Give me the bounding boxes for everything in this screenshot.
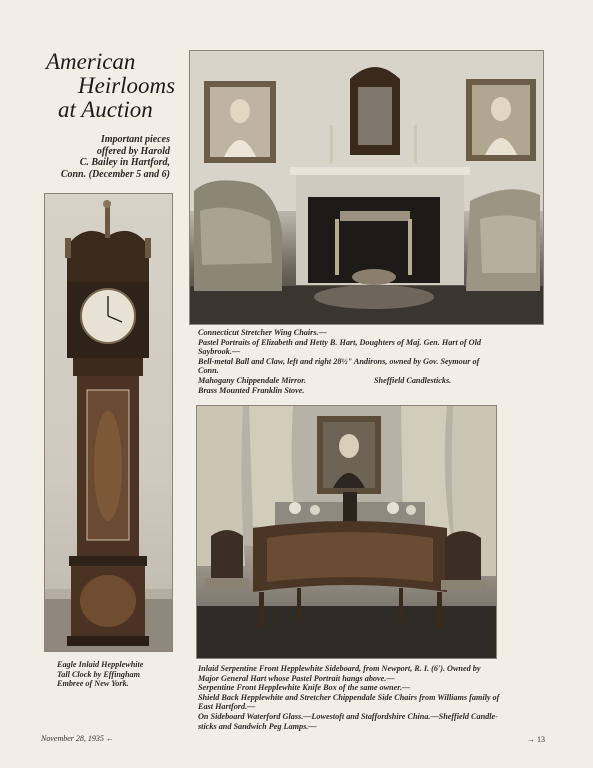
title-line-2: Heirlooms (78, 73, 176, 98)
subhead-line-2: offered by Harold (96, 145, 170, 157)
title-line-1: American (46, 49, 136, 74)
fireplace-room-caption (198, 328, 538, 395)
clock-caption (57, 660, 177, 689)
clock-caption-line: Eagle Inlaid Hepplewhite (57, 660, 144, 669)
folio-date (41, 734, 114, 743)
title-line-3: at Auction (58, 97, 153, 122)
subhead-line-1: Important pieces (100, 134, 170, 145)
sideboard-room-photo (196, 405, 497, 659)
room-caption-line: Connecticut Stretcher Wing Chairs.— (198, 328, 327, 337)
folio-page-number (527, 735, 545, 744)
subhead-line-3: C. Bailey in Hartford, (79, 157, 170, 168)
page-number: 13 (537, 735, 545, 744)
room-caption-split-line (198, 376, 538, 386)
sideboard-room-caption (198, 664, 538, 731)
room-caption-line: Sheffield Candlesticks. (374, 375, 452, 385)
dining-caption-line: Serpentine Front Hepplewhite Knife Box of the same owner.— (198, 683, 411, 693)
room-caption-line: Conn. (198, 366, 219, 376)
dining-caption-line: Inlaid Serpentine Front Hepplewhite Sideboard, from Newport, R. I. (6'). Owned by (198, 664, 481, 673)
sideboard-room-illustration (197, 406, 496, 658)
room-caption-line: Saybrook.— (198, 347, 241, 357)
room-caption-line: Bell-metal Ball and Claw, left and right 28½" Andirons, owned by Gov. Seymour of (198, 356, 480, 366)
subhead-line-4: Conn. (December 5 and 6) (60, 168, 170, 180)
dining-caption-line: East Hartford.— (198, 702, 256, 712)
room-caption-line: Pastel Portraits of Elizabeth and Hetty B. Hart, Doughters of Maj. Gen. Hart of Old (198, 337, 481, 347)
dining-caption-line: Major General Hart whose Pastel Portrait hangs above.— (198, 673, 395, 683)
room-caption-line: Mahogany Chippendale Mirror. (198, 375, 307, 385)
dining-caption-line: Shield Back Hepplewhite and Stretcher Chippendale Side Chairs from Williams family of (198, 692, 500, 702)
article-subhead (40, 134, 170, 180)
article-title (46, 50, 186, 122)
issue-date: November 28, 1935 (41, 734, 104, 743)
clock-caption-line: Tall Clock by Effingham (57, 669, 141, 679)
dining-caption-line: On Sideboard Waterford Glass.—Lowestoft and Staffordshire China.—Sheffield Candle- (198, 711, 498, 721)
tall-clock-photo (44, 193, 173, 652)
dining-caption-line: sticks and Sandwich Peg Lamps.— (198, 721, 317, 731)
fireplace-room-photo (189, 50, 544, 325)
next-arrow-icon: → (527, 735, 535, 744)
fireplace-room-illustration (190, 51, 543, 324)
clock-caption-line: Embree of New York. (57, 679, 129, 689)
room-caption-line: Brass Mounted Franklin Stove. (198, 385, 305, 395)
tall-clock-illustration (45, 194, 172, 651)
prev-arrow-icon: ← (105, 734, 114, 743)
